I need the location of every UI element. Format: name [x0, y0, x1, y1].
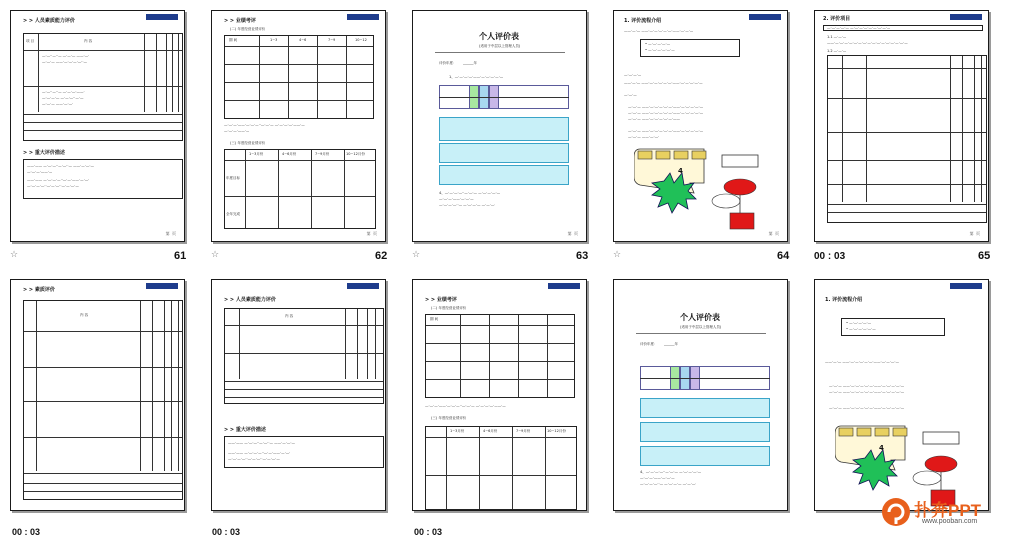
q1-header: 1~3月份 — [450, 429, 465, 433]
score-block — [640, 422, 770, 442]
score-block — [439, 143, 569, 163]
logo-url-text: www.pooban.com — [922, 518, 978, 525]
form-subtitle: (适用于中层以上管理人员) — [680, 325, 722, 329]
slide-thumbnail-63[interactable]: 个人评价表 (适用于中层以上管理人员) 评价年度： ______年 1、—·—·—·—·——·—·—·—·—·— 4、—·—·—·—··—·—·— —·—·—·—·— —·—·—·——·—·—·— —·—·—·—··— —·—·—·— —·—·—· 第 页 — [412, 10, 587, 242]
score-block — [640, 398, 770, 418]
brand-bar — [347, 14, 379, 20]
page-footer: 第 页 — [567, 231, 578, 236]
quarter-table: 期 间 1~3 4~6 7~9 10~12 — [224, 35, 374, 119]
evaluation-table: 项 目 内 容 —·—··—··— —·—·— ——·—· —·—·— ——·—·—·—·—··— —·—··—··— —·—·—·——· —·—·—·— —·—·—··—·— —·—·— ——·—·—· — [23, 33, 183, 141]
q2-header: 4~6月份 — [483, 429, 498, 433]
slide-thumbnail-64[interactable]: 1. 评价流程介绍 ——·—·— ——·—·—·—·—·—·——·—·—·— • —·—·—·—·— • —·—·—·—·—·— —·—·—·— ——·—·— ——·—·—·—·—·—·——·—·—·—·—·— —·—·— —·—·— ——·—·—·—·—·—·——·—·—·—·—·— —·—·— ——·—·—·—·—·—·——·—·—·—·—·— —·—·— ——·—·—·—·—·—·—— —·—·— ——·—·—·—·—·—·——·—·—·—·—·— —·—·— ——·—·—· 4 第 页 — [613, 10, 788, 242]
slide-number: 64 — [777, 250, 790, 262]
period-label: 期 间 — [229, 38, 238, 42]
slide-heading: 2. 评价项目 — [823, 16, 851, 22]
slide-thumbnail-62[interactable]: > > 业绩考评 (二) 年度经营业绩评价 期 间 1~3 4~6 7~9 10~12 —·—·—·——·—·—·—··—·—·— —·—·—·—·——·— —·—·—·——·— (三) 年度经营业绩评价 1~3月份 4~6月份 7~9月份 10~12月份 年度目标 全年完成 第 页 — [211, 10, 386, 242]
target-label: 年度目标 — [226, 176, 240, 180]
q3-header: 7~9月份 — [315, 152, 330, 156]
description-box: ——·—— —·—·—··—·—··— ——·—·—·— —·—·—·——·— ——·—— —·—·—·—··—·—·——·—·—· —·—·—·—··—·—·—··—·—·—·— — [23, 159, 183, 199]
slide-subheading: (二) 年度经营业绩评价 — [431, 306, 467, 310]
star-icon[interactable]: ☆ — [613, 250, 622, 260]
year-label: 评价年度： — [640, 342, 658, 346]
slide-heading: > > 人员素质能力评价 — [23, 18, 75, 24]
brand-bar — [146, 14, 178, 20]
brand-bar — [749, 14, 781, 20]
slide-number: 65 — [978, 250, 991, 262]
watermark-logo — [880, 494, 1004, 532]
page-footer: 第 页 — [366, 231, 377, 236]
slide-heading: 1. 评价流程介绍 — [624, 18, 662, 24]
q4-header: 10~12月份 — [547, 429, 566, 433]
slide-thumbnail-69[interactable]: 个人评价表 (适用于中层以上管理人员) 评价年度： ______年 4、—·—·—·—··—·—·— —·—·—·—·— —·—·—·——·—·—·— —·—·—·—··— —·—·—·— —·—·—· — [613, 279, 788, 511]
rehearse-timer: 00 : 03 — [414, 527, 443, 537]
q3-header: 7~9月份 — [516, 429, 531, 433]
quarter-table — [425, 314, 575, 398]
star-icon[interactable]: ☆ — [211, 250, 220, 260]
score-block — [640, 446, 770, 466]
flow-number: 4 — [678, 167, 683, 175]
brand-bar — [347, 283, 379, 289]
slide-thumbnail-61[interactable] — [10, 10, 185, 242]
result-label: 全年完成 — [226, 212, 240, 216]
process-flow-diagram — [634, 143, 784, 241]
slide-subheading: (二) 年度经营业绩评价 — [230, 27, 266, 31]
page-footer: 第 页 — [969, 231, 980, 236]
q2-header: 4~6月份 — [282, 152, 297, 156]
logo-brand-text: 扑奔PPT — [914, 501, 982, 520]
page-footer: 第 页 — [768, 231, 779, 236]
rehearse-timer: 00 : 03 — [814, 251, 846, 262]
slide-thumbnail-65[interactable]: 2. 评价项目 —·—·—·—·— —·—·—·—·—·—·—·—·— 1.1 —·—·— ——·—·—·—·—·—·—·—·—·—·—·—·—·—·—·—·— 1.2 —·—·— 第 页 — [814, 10, 989, 242]
slide-thumbnail-67[interactable] — [211, 279, 386, 511]
score-block — [439, 165, 569, 185]
slide-subheading: > > 重大评价描述 — [23, 150, 65, 156]
rehearse-timer: 00 : 03 — [12, 527, 41, 537]
brand-bar — [548, 283, 580, 289]
year-blank: ______年 — [463, 61, 477, 65]
brand-bar — [146, 283, 178, 289]
q4-header: 10~12月份 — [346, 152, 365, 156]
slide-number: 63 — [576, 250, 589, 262]
year-blank: ______年 — [664, 342, 678, 346]
slide-heading: > > 业绩考评 — [425, 297, 457, 303]
q1-header: 1~3月份 — [249, 152, 264, 156]
evaluation-table — [224, 308, 384, 404]
slide-subheading: > > 重大评价描述 — [224, 427, 266, 433]
table-header-content: 内 容 — [285, 314, 294, 318]
annual-table — [224, 149, 376, 229]
flow-number: 4 — [879, 444, 884, 452]
form-title: 个人评价表 — [479, 31, 519, 41]
brand-bar — [950, 14, 982, 20]
table-header-content: 内 容 — [80, 313, 89, 317]
star-icon[interactable]: ☆ — [412, 250, 421, 260]
slide-heading: > > 人员素质能力评价 — [224, 297, 276, 303]
score-block — [439, 117, 569, 141]
slide-heading: 1. 评价流程介绍 — [825, 297, 863, 303]
brand-bar — [950, 283, 982, 289]
table-header-content: 内 容 — [84, 39, 93, 43]
description-box: ——·—— —·—·—··—·—··— ——·—·—·— ——·—— —·—·—·—··—·—·——·—·—· —·—·—·—··—·—·—··—·—·—·— — [224, 436, 384, 468]
form-subtitle: (适用于中层以上管理人员) — [479, 44, 521, 48]
info-box: • —·—·—·—·— • —·—·—·—·—·— — [640, 39, 740, 57]
table-header-item: 项 目 — [26, 39, 35, 43]
info-box: • —·—·—·—·— • —·—·—·—·—·— — [841, 318, 945, 336]
slide-thumbnail-70[interactable]: 1. 评价流程介绍 • —·—·—·—·— • —·—·—·—·—·— ——·—·— ——·—·—·—·—·—·——·—·—·—·— —·—·— ——·—·—·—·—·—·——·—·—·—·—·— —·—·— ——·—·—·—·—·—·——·—·—·—·—·— —·—·— ——·—·—·—·—·—·——·—·—·—·—·— 4 — [814, 279, 989, 511]
slide-number: 61 — [174, 250, 187, 262]
page-footer: 第 页 — [165, 231, 176, 236]
evaluation-table — [827, 55, 987, 223]
rehearse-timer: 00 : 03 — [212, 527, 241, 537]
evaluation-table — [23, 300, 183, 500]
year-label: 评价年度： — [439, 61, 457, 65]
star-icon[interactable]: ☆ — [10, 250, 19, 260]
slide-heading: > > 素质评价 — [23, 287, 55, 293]
period-label: 期 间 — [430, 317, 439, 321]
form-title: 个人评价表 — [680, 312, 720, 322]
slide-thumbnail-68[interactable]: > > 业绩考评 (二) 年度经营业绩评价 期 间 —·—·—·——·—·—·—··—·—·— —·—·—·—·——·— (三) 年度经营业绩评价 1~3月份 4~6月份 7~9月份 10~12月份 — [412, 279, 587, 511]
slide-heading: > > 业绩考评 — [224, 18, 256, 24]
slide-number: 62 — [375, 250, 388, 262]
annual-table — [425, 426, 577, 510]
slide-thumbnail-66[interactable] — [10, 279, 185, 511]
